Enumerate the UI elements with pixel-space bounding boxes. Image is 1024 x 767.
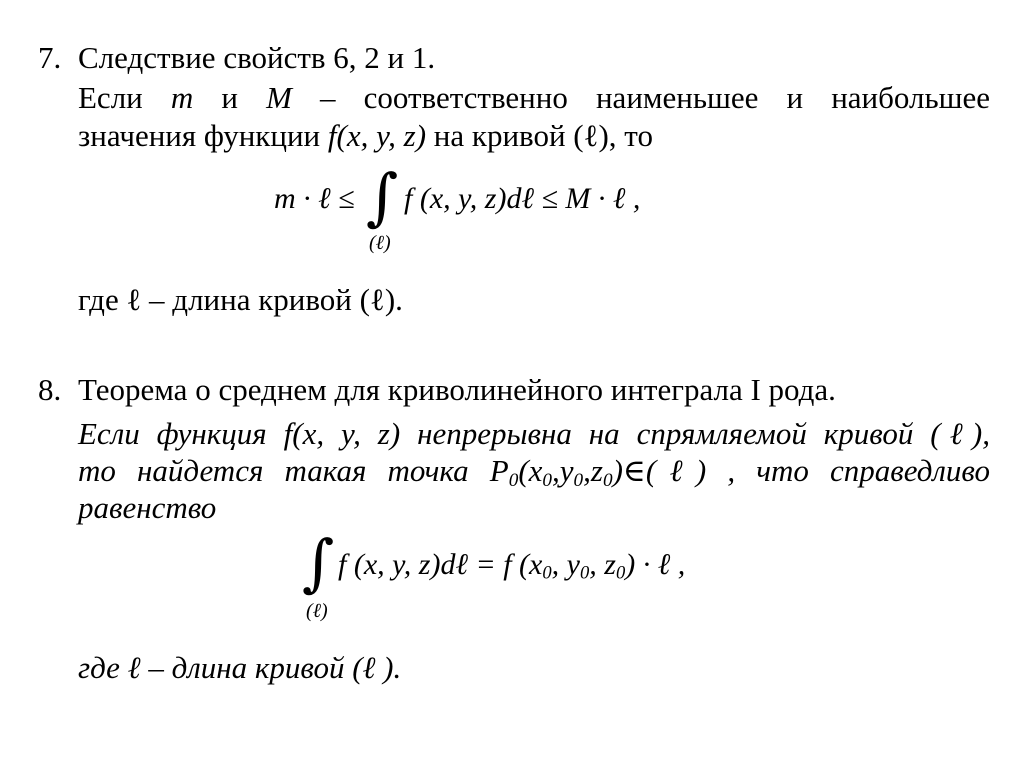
item-8-heading: Теорема о среднем для криволинейного интеграла I рода. <box>78 372 836 407</box>
item-7-heading: Следствие свойств 6, 2 и 1. <box>78 40 436 75</box>
formula-7-integrand: f (x, y, z)dℓ ≤ M · ℓ , <box>404 182 641 215</box>
formula-8-limit: (ℓ) <box>306 600 328 622</box>
item-7-note: где ℓ – длина кривой (ℓ). <box>78 282 403 317</box>
item-8-number: 8. <box>38 372 62 407</box>
item-7-line-1: Если m и M – соответственно наименьшее и наибольшее <box>78 80 991 115</box>
item-8-line-3: равенство <box>78 490 217 525</box>
item-8-note: где ℓ – длина кривой (ℓ ). <box>78 650 402 685</box>
formula-8-integrand: f (x, y, z)dℓ = f ($x_0$, $y_0$, $z_0$) · ℓ , <box>338 548 686 584</box>
formula-8-integral-sign: ∫ <box>302 526 335 599</box>
formula-7-integral-sign: ∫ <box>366 160 399 233</box>
item-8-line-2: то найдется такая точка $P_0(x_0,y_0,z_0)\in(\ell)$ , что справедливо <box>78 453 990 491</box>
item-8-line-1: Если функция f(x, y, z) непрерывна на спрямляемой кривой (ℓ), <box>78 416 990 451</box>
item-7-number: 7. <box>38 40 62 75</box>
formula-7-lhs: m · ℓ ≤ <box>274 182 355 215</box>
item-7-line-2: значения функции f(x, y, z) на кривой (ℓ), то <box>78 118 653 153</box>
formula-7-limit: (ℓ) <box>369 232 391 254</box>
